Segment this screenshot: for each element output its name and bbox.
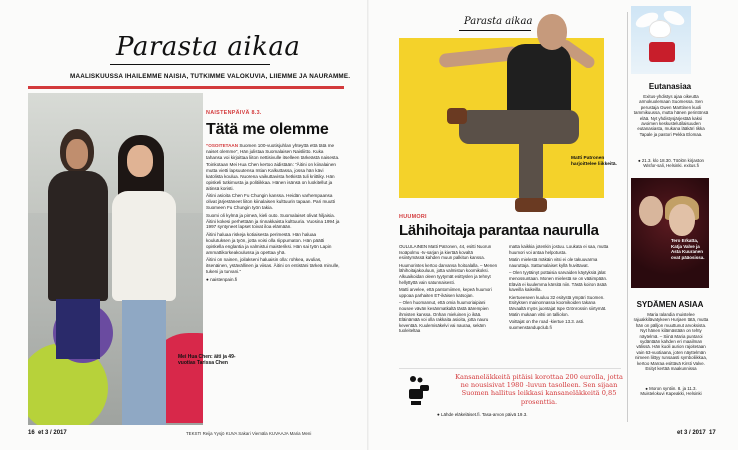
paragraph: Äitini haluaa riskeja kotiaisesta perimestä. Hän haluaa koulutuksen ja työn, jotta voisi olla riippumaton. Hän päätti opiskella englantia ja valmistui maisteriksi. Hän sai työn Lapin ammattikorkeakoulussa ja opettaa yhä.: [206, 232, 332, 255]
article-title: Tätä me olemme: [206, 121, 329, 138]
paragraph: matta kaikkia jotenkin jostuu. Loukata ei saa, mutta huumori voi antaa helpotusta.: [509, 244, 609, 255]
page-number: 17: [709, 430, 716, 436]
quote-box: [399, 368, 621, 421]
article-column-2: [509, 244, 609, 332]
photo-caption-right: Matti Patronen harjoittelee liikkeitä.: [571, 156, 617, 167]
paragraph: – Olen huomannut, että omia huumoriaipiani nousee vävän kesänmatkaltä tästä äärempien ihmisten kanssa. Onhan mieluinen jo ikää. Eläinämää voi olla rakkaita asioita, jotta nauru keventää. Kuulemisäkelvi vai nauraa, sekäm tuoleiteltaa: [399, 300, 489, 334]
hand-coins-icon: [405, 375, 433, 407]
woman-daughter: [110, 135, 180, 425]
magazine-issue: et 3 / 2017: [38, 430, 67, 436]
paragraph: Kiertueeseen kuuluu 32 esitystä ympäri Suomen. Esityksen mainonnassa koomikoiden takana tärvaaltä myös juontajat Ispe Grönrossin siirtymät. Matin mukaan vitsi on talliolon.: [509, 294, 607, 317]
magazine-issue: et 3 / 2017: [677, 430, 706, 436]
red-rule: [28, 86, 344, 89]
sidebar-title-eutanasia: Eutanasiaa: [648, 82, 692, 91]
photo-caption-theatre: Tero Erkatta, Katja Valve ja Asta Kuuranen ovat pääosissa.: [671, 238, 705, 260]
sidebar-event-sydamen: ● Moron syntiin. 8. ja 11.3. Muistelokuvi Kapeakki, Helsinki: [640, 386, 702, 397]
sidebar-divider: [627, 12, 628, 422]
paragraph: Huumorintes kertoo darvansa hoitoalalla. – Menen lähihoitajakouluun, jotta valmistun koomikoksi. Alkuaikoidan oleen tyytymät esittyslen ja tehnyt hellyttyttä vain satunnaisesti.: [399, 262, 498, 285]
sidebar-event-eutanasia: ● 21.3. klo 18.30. Töölön kirjaston Wisfor-sali, Helsinki. exitus.fi: [637, 158, 705, 169]
article-title-right: Lähihoitaja parantaa naurulla: [399, 222, 599, 239]
bullet-icon: ●: [206, 276, 211, 282]
section-header-script: Parasta aikaa: [116, 32, 301, 62]
woman-mother: [48, 129, 108, 349]
page-number: 16: [28, 430, 35, 436]
article-lead: ”OSOITETAAN: [206, 143, 239, 148]
bullet-icon: ●: [645, 386, 650, 391]
section-intro: MAALISKUUSSA IHAILEMME NAISIA, TUTKIMME VALOKUVIA, LIIEMME JA NAURAMME.: [70, 73, 351, 80]
sidebar-body-eutanasia: Exitus-yhdistys ajaa oikeutta armokuolemaan Suomessa. Sen perustaja Gwen Marttinen kuoli tammikuussa, mutta hänen perintönsä elää. Nyt yhdistysjärjestää kaksi avoimen keskustelutilaisuuden eutanasiasta, mukana lääkäri Iikka Tapale ja pastori Pekka Elomaa.: [633, 94, 709, 137]
footer-left: [28, 430, 67, 436]
photo-caption-left: Mei Hua Chen: äiti ja 49-vuotias Tarissa Chen: [178, 354, 236, 366]
paragraph: OULULAINEN Matti Patronen, 44, esitti Nuorun Isoäpolmu -tv-sarjan ja kiertää kovaltä esiintymässä kahden muun palkitun kanssa.: [399, 244, 492, 261]
paragraph: Matin mielestä mäkäin vitsi ei ole takuuvarma nauruttaja. Sattumalaiset kyllä huvittavat.: [509, 257, 598, 268]
article-link[interactable]: naistenpain.fi: [210, 276, 238, 282]
photo-dove: [631, 6, 691, 74]
paragraph: Äitini asioita Chen Fu Chungin kanssa. Heidän varhempaansa olivat järjestäneet liiton kiinalaisen kulttuurin tapaan. Pari muutti Suomeen Fu Chungin työn takia.: [206, 193, 335, 210]
paragraph: Suomi oli kylmä ja pimeä, kieli outo. Suomalaiset olivat hiljaisia. Äitini kokesi perhettään ja rinnakkaista kulttuuria. Vuosina 1994 ja 1997 syntyneet lapset toivat iloa elämään.: [206, 212, 340, 230]
paragraph: – Olen tyytäinyt pottaisia sarvaiden käytyksiä jälat menossuntaan. Monen mielestä se on vääimpään. Eläviä ei kuulemma kärsitä niin. Tästä koiron äsää kaveilla kaikeilla.: [509, 270, 608, 293]
photo-theatre: [631, 178, 709, 288]
quote-text: Kansaneläkkeitä pitäisi korottaa 200 eurolla, jotta ne nousisivat 1980 -luvun tasolleen. Sen sijaan Suomen hallitus leikkasi kansaneläkkeitä 0,85 prosenttia.: [455, 373, 623, 406]
quote-source: ● Lähde eläkeläiset.fi. Tasa-arvon päivä 19.3.: [437, 412, 528, 417]
paragraph: Voittajat on the road -kiertue 13.3. asti. suomenstandupclub.fi: [509, 319, 585, 330]
paragraph: Äitini on nainen, joilakseni haluaisin olla: rohkea, avulias, itsenäinen, ystävällinen ja viisas. Äitini on entistäni tärkeä minulle, tukeni ja turvani.”: [206, 257, 340, 274]
article-kicker-right: HUUMORI: [399, 214, 427, 220]
right-page: [369, 0, 738, 450]
sidebar-title-sydamen: SYDÄMEN ASIAA: [636, 300, 704, 309]
article-body: [206, 143, 340, 283]
article-column-1: [399, 244, 499, 336]
paragraph: Toinkotaan Mei Hua Chen kertoo äidistään: ”Äitini on kiinalainen mutta vietti lapsuutensa Intian Kalkuttassa, jossa hän kävi katolista koulua. Nuorena vaikuttavista hetkistä tuli kriittiky. Hän opiskeli tutkimusta ja politiikkaa. Hänen isänsä on luokitellut ja äitinsä koristi.: [206, 162, 336, 191]
bullet-icon: ●: [637, 158, 642, 163]
article-kicker: NAISTENPÄIVÄ 8.3.: [206, 110, 262, 116]
photo-man-jumping: [429, 8, 599, 228]
sidebar-body-sydamen: Maria Ialandia muistelee rajuakkilävatykeen Hurjaen tätä, mutta hän on pälljon muuttunut arvoksista. Nyt hänen kilämästään on tehty näytelmä. – Siinä Maria puntaroi sydäntään kahden eri maailman välissä. Hän kuoli aurion rajoitetaan vain 63-vuotiaana, joten näyttelmän nimeen liittyy runsaasti symboliikkaa, kertoo Marraa esittävä Kirsti Valve. Esityt kertää maakunnissa: [633, 312, 709, 372]
header-underline: [110, 64, 270, 65]
credits: TEKSTI Reija Yysjö KUVA Sakari Viemäla KUVAAJA Maria Meni: [186, 431, 312, 436]
photo-women: [28, 93, 203, 425]
section-header-script-right: Parasta aikaa: [464, 16, 533, 27]
footer-right: [677, 430, 716, 436]
paragraph: Suomen 100-vuotisjuhlan yhteyttä että tätä me naiset olemme”, Hän julistaa Suomalaisen Naisliitto. Kuka tahansa voi kirjoittaa liiton nettisivulle itselleen tärkeästä naisesta.: [206, 143, 340, 160]
bullet-icon: ●: [437, 412, 441, 417]
paragraph: Matti arvelee, että pantomiimen, kepeä huumori uppoaa parhaiten ET-ikäisen katsojan.: [399, 287, 492, 298]
